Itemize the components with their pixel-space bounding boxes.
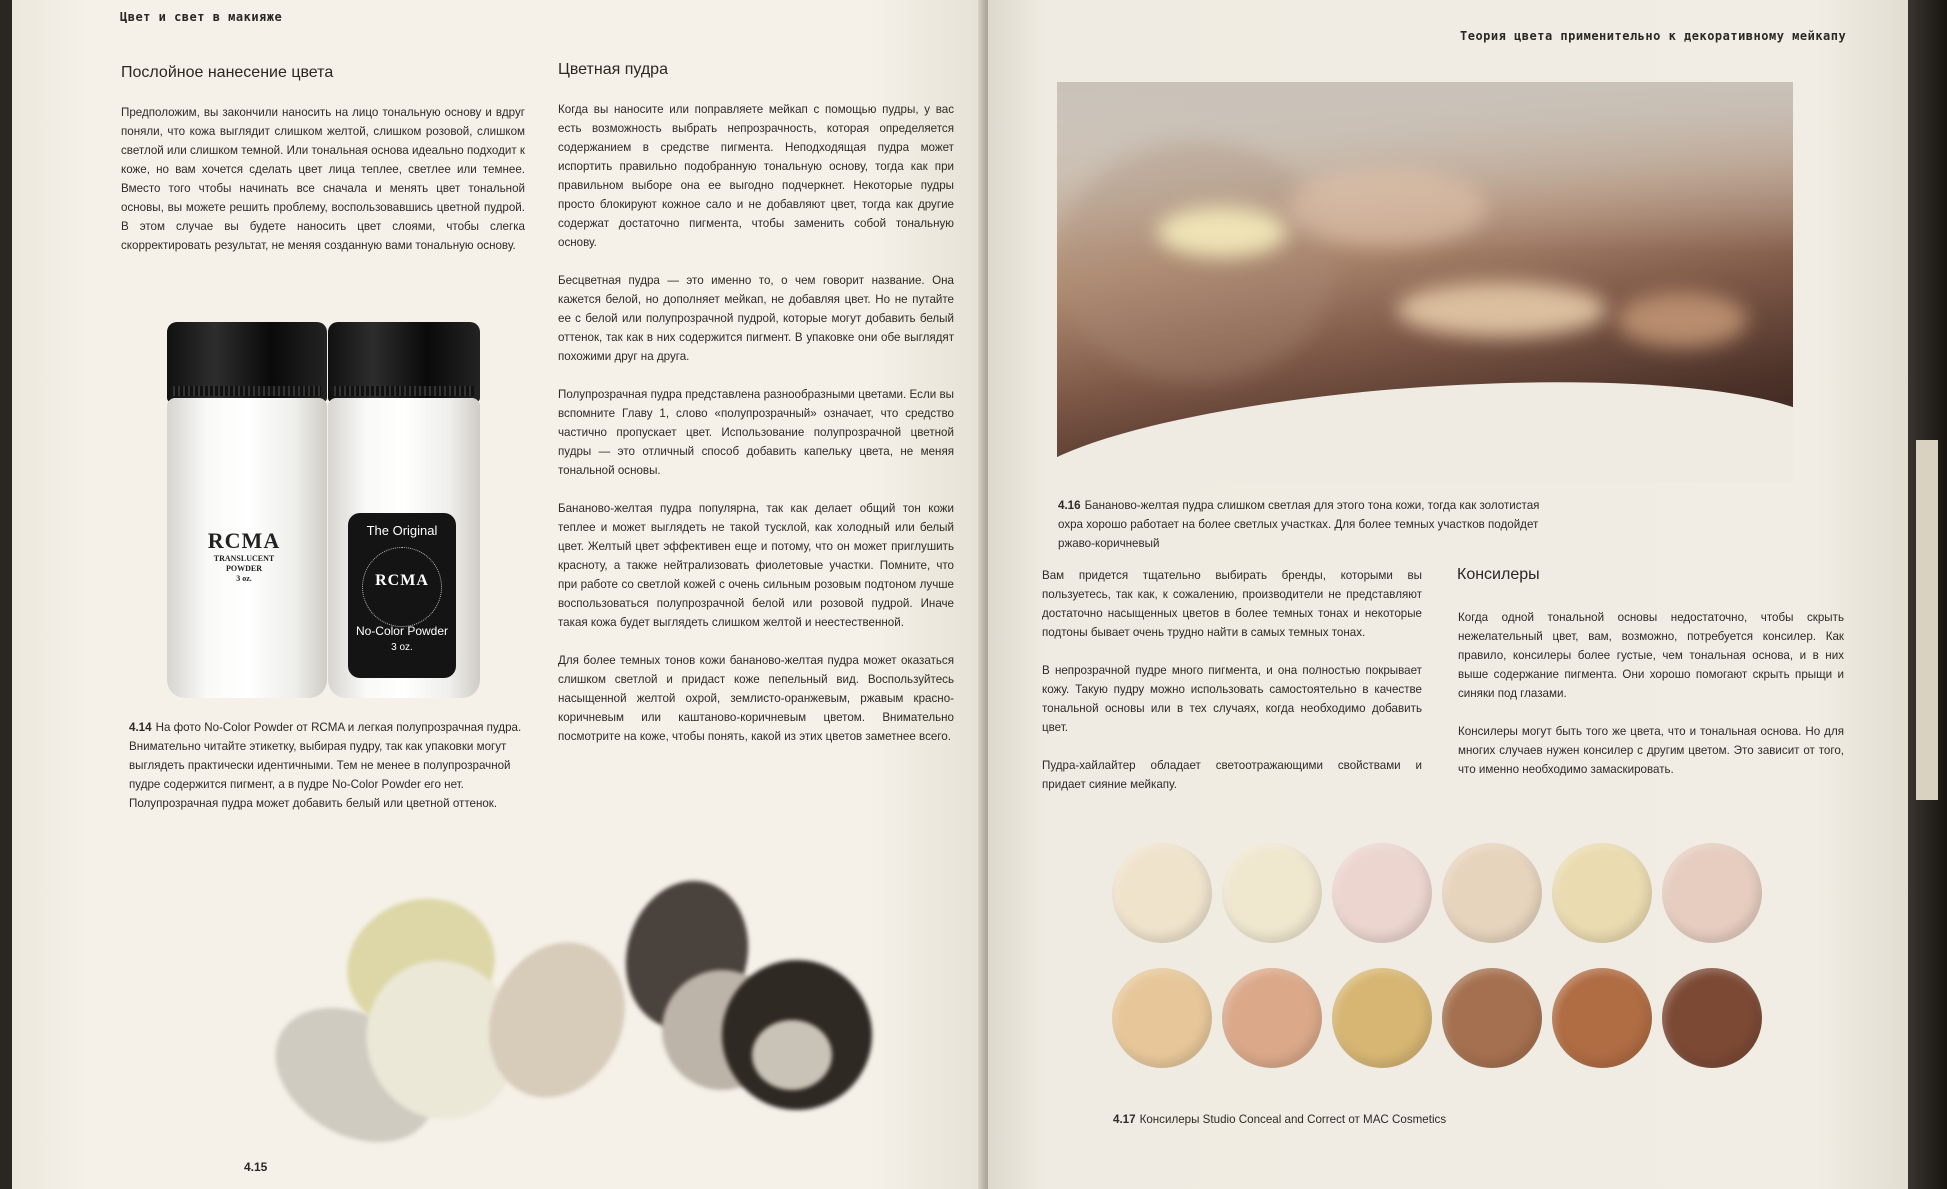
concealer-swatch — [1332, 843, 1432, 943]
concealer-swatch — [1662, 843, 1762, 943]
section-heading-colored-powder: Цветная пудра — [558, 61, 668, 78]
concealer-swatch — [1222, 843, 1322, 943]
jar2-brand: RCMA — [375, 572, 429, 589]
concealer-swatch — [1552, 843, 1652, 943]
book-edge — [1908, 0, 1947, 1189]
caption-4-16 — [1058, 496, 1558, 553]
concealer-swatch — [1112, 843, 1212, 943]
jar2-product-name: No-Color Powder — [355, 624, 449, 638]
logo-ring — [362, 547, 442, 627]
paragraph: В непрозрачной пудре много пигмента, и она полностью покрывает кожу. Такую пудру можно использовать самостоятельно в качестве тональной основы или в тех случаях, когда необходимо добавить цвет. — [1042, 664, 1422, 734]
paragraph: Полупрозрачная пудра представлена разнообразными цветами. Если вы вспомните Главу 1, слово «полупрозрачный» означает, что средство частично пропускает цвет. Использование полупрозрачной цветной пудры — это отличный способ добавить капельку цвета, не меняя тональной основы. — [558, 388, 954, 477]
page-tab — [1916, 440, 1938, 800]
text-column-middle — [558, 100, 954, 765]
concealer-swatch — [1552, 968, 1652, 1068]
left-page — [12, 0, 985, 1189]
translucent-powder-jar — [167, 322, 327, 702]
concealer-swatch — [1662, 968, 1762, 1068]
no-color-powder-jar — [328, 322, 480, 702]
powder-patch-rust — [1617, 292, 1747, 347]
photo-highlight — [1057, 142, 1337, 382]
section-heading-layering: Послойное нанесение цвета — [121, 64, 334, 81]
caption-text: Бананово-желтая пудра слишком светлая для этого тона кожи, тогда как золотистая охра хорошо работает на более светлых участках. Для более темных участков подойдет ржаво-коричневый — [1058, 499, 1540, 550]
jar2-top-text: The Original — [366, 523, 438, 538]
jar1-line2: POWDER — [226, 564, 262, 573]
running-head-left: Цвет и свет в макияже — [120, 10, 283, 24]
caption-number: 4.16 — [1058, 499, 1081, 512]
text-column-right-2 — [1458, 608, 1844, 798]
jar-body — [328, 398, 480, 698]
section-heading-concealers: Консилеры — [1457, 566, 1540, 583]
paragraph: Предположим, вы закончили наносить на лицо тональную основу и вдруг поняли, что кожа выглядит слишком желтой, слишком розовой, слишком светлой или слишком темной. Или тональная основа идеально подходит к коже, но вам хочется сделать цвет лица теплее, светлее или темнее. Вместо того чтобы начинать все сначала и менять цвет тональной основы, вы можете решить проблему, воспользовавшись цветной пудрой. В этом случае вы будете наносить цвет слоями, чтобы слегка скорректировать результат, не меняя созданную вами тональную основу. — [121, 106, 525, 252]
powder-patch-ochre — [1287, 167, 1487, 247]
arm-powder-photo — [1057, 82, 1793, 482]
powder-patch-banana — [1157, 207, 1287, 257]
jar1-brand: RCMA — [207, 528, 281, 553]
jar1-line3: 3 oz. — [236, 574, 252, 583]
caption-4-14 — [129, 718, 529, 813]
jar1-line1: TRANSLUCENT — [213, 554, 275, 563]
jar2-size: 3 oz. — [391, 642, 413, 653]
concealer-swatch — [1332, 968, 1432, 1068]
paragraph: Вам придется тщательно выбирать бренды, которыми вы пользуетесь, так как, к сожалению, производители не представляют достаточно насыщенных цветов в более темных тонах и некоторые подтоны бывает очень трудно найти в самых темных тонах. — [1042, 569, 1422, 639]
text-column-left — [121, 103, 525, 274]
text-column-right-1 — [1042, 566, 1422, 813]
jar-label-translucent — [189, 528, 299, 638]
powder-patch-gold — [1397, 282, 1607, 337]
paragraph: Пудра-хайлайтер обладает светоотражающими свойствами и придает сияние мейкапу. — [1042, 759, 1422, 791]
caption-4-17 — [1113, 1110, 1613, 1129]
paragraph: Когда вы наносите или поправляете мейкап с помощью пудры, у вас есть возможность выбрать непрозрачность, которая определяется содержанием в средстве пигмента. Неподходящая пудра может испортить правильно подобранную тональную основу, тогда как при правильном выборе она ее выгодно подчеркнет. Некоторые пудры просто блокируют кожное сало и не добавляют цвет, тогда как другие содержат достаточно пигмента, чтобы заменить собой тональную основу. — [558, 103, 954, 249]
powder-smear-grey — [752, 1020, 832, 1090]
running-head-right: Теория цвета применительно к декоративному мейкапу — [1460, 29, 1847, 43]
paragraph: Консилеры могут быть того же цвета, что и тональная основа. Но для многих случаев нужен консилер с другим цветом. Это зависит от того, что именно необходимо замаскировать. — [1458, 725, 1844, 776]
concealer-swatch — [1442, 843, 1542, 943]
paragraph: Бананово-желтая пудра популярна, так как делает общий тон кожи теплее и может выглядеть не такой тусклой, как холодный или белый цвет. Желтый цвет эффективен еще и потому, что он может приглушить красноту, а также нейтрализовать фиолетовые участки. Помните, что при работе со светлой кожей с очень сильным розовым подтоном лучше воспользоваться полупрозрачной белой или розовой пудрой. Иначе такая кожа будет выглядеть слишком желтой и неестественной. — [558, 502, 954, 629]
jar-lid — [167, 322, 327, 402]
caption-number: 4.14 — [129, 721, 152, 734]
jar-lid — [328, 322, 480, 402]
caption-text: На фото No-Color Powder от RCMA и легкая полупрозрачная пудра. Внимательно читайте этикетку, выбирая пудру, так как упаковки могут выглядеть практически идентичными. Тем не менее в полупрозрачной пудре содержится пигмент, а в пудре No-Color Powder его нет. Полупрозрачная пудра может добавить белый или цветной оттенок. — [129, 721, 522, 810]
paragraph: Бесцветная пудра — это именно то, о чем говорит название. Она кажется белой, но дополняет мейкап, не добавляя цвет. Но не путайте ее с белой или полупрозрачной пудрой, которые могут добавить белый оттенок, так как в них содержится пигмент. В упаковке они обе выглядят похожими друг на друга. — [558, 274, 954, 363]
jar-label-no-color — [348, 513, 456, 678]
jar-body — [167, 398, 327, 698]
caption-number: 4.17 — [1113, 1113, 1136, 1126]
concealer-swatch — [1112, 968, 1212, 1068]
concealer-swatch — [1442, 968, 1542, 1068]
paragraph: Для более темных тонов кожи бананово-желтая пудра может оказаться слишком светлой и придаст коже пепельный вид. Воспользуйтесь насыщенной желтой охрой, землисто-оранжевым, ржавым красно-коричневым или каштаново-коричневым цветом. Внимательно посмотрите на коже, чтобы понять, какой из этих цветов заметнее всего. — [558, 654, 954, 743]
caption-4-15: 4.15 — [244, 1160, 268, 1174]
paragraph: Когда одной тональной основы недостаточно, чтобы скрыть нежелательный цвет, вам, возможно, потребуется консилер. Как правило, консилеры более густые, чем тональная основа, и в них выше содержание пигмента. Они хорошо помогают скрыть прыщи и синяки под глазами. — [1458, 611, 1844, 700]
caption-text: Консилеры Studio Conceal and Correct от MAC Cosmetics — [1139, 1113, 1447, 1126]
concealer-swatch — [1222, 968, 1322, 1068]
